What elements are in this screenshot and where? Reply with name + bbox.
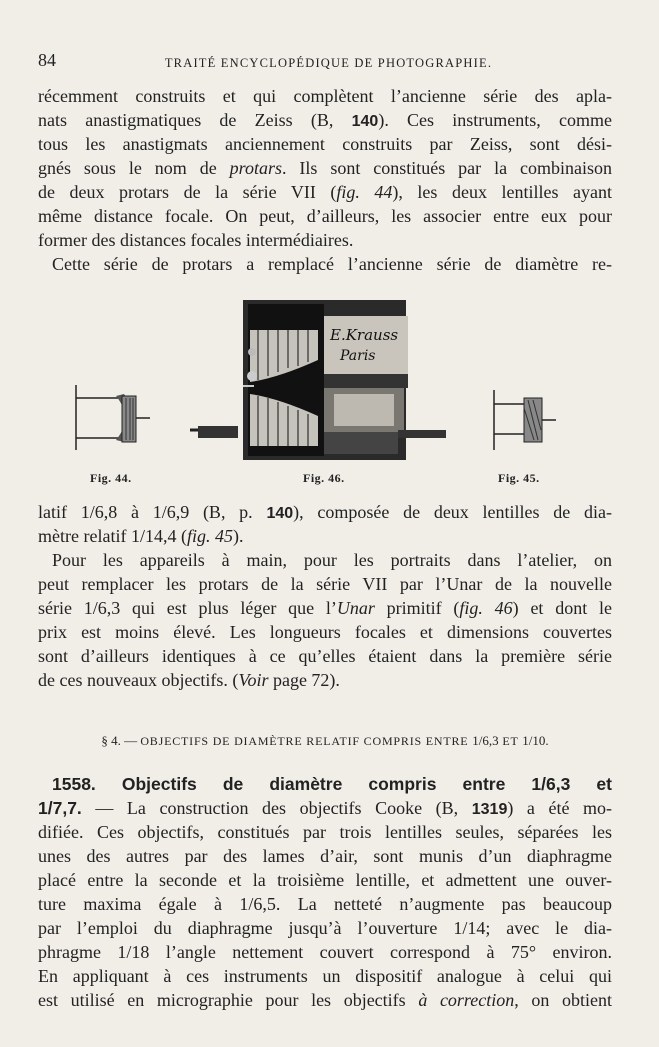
section-heading: § 4. — OBJECTIFS DE DIAMÈTRE RELATIF COMPRIS ENTRE 1/6,3 ET 1/10.: [101, 733, 549, 748]
text-line: sont d’ailleurs identiques à ce qu’elles étaient dans la première série: [38, 646, 612, 666]
engraving-maker: E.Krauss: [330, 326, 399, 344]
page-header: [38, 50, 619, 76]
text-line: 1/7,7. — La construction des objectifs Cooke (B, 1319) a été mo-: [38, 798, 612, 818]
paragraph-3: [38, 500, 612, 548]
text-line: unes des autres par des lames d’air, sont munis d’un diaphragme: [38, 846, 612, 866]
text-line: de deux protars de la série VII (fig. 44), les deux lentilles ayant: [38, 182, 612, 202]
text-line: peut remplacer les protars de la série VII par l’Unar de la nouvelle: [38, 574, 612, 594]
paragraph-4: [38, 548, 612, 692]
caption-fig-46: Fig. 46.: [303, 471, 345, 485]
text-line: En appliquant à ces instruments un dispositif analogue à celui qui: [38, 966, 612, 986]
text-line: prix est moins élevé. Les longueurs focales et dimensions couvertes: [38, 622, 612, 642]
paragraph-5: [38, 772, 612, 1012]
text-line: par l’emploi du diaphragme jusqu’à l’ouverture 1/14; avec le dia-: [38, 918, 612, 938]
text-line: série 1/6,3 qui est plus léger que l’Unar primitif (fig. 46) et dont le: [38, 598, 612, 618]
engraving-city: Paris: [340, 348, 376, 364]
article-heading: 1558. Objectifs de diamètre compris entre 1/6,3 et: [52, 774, 612, 794]
text-line: est utilisé en micrographie pour les objectifs à correction, on obtient: [38, 990, 612, 1010]
caption-fig-44: Fig. 44.: [90, 471, 132, 485]
text-line: ture maxima égale à 1/6,5. La netteté n’augmente pas beaucoup: [38, 894, 612, 914]
text-line: difiée. Ces objectifs, constitués par trois lentilles seules, séparées les: [38, 822, 612, 842]
text-line: récemment construits et qui complètent l’ancienne série des apla-: [38, 86, 612, 106]
text-line: Cette série de protars a remplacé l’ancienne série de diamètre re-: [52, 254, 612, 274]
fig-45-lens-icon: [494, 390, 556, 450]
fig-44-lens-icon: [76, 385, 150, 450]
caption-fig-45: Fig. 45.: [498, 471, 540, 485]
lens-figures: [38, 290, 612, 490]
text-line: placé entre la seconde et la troisième lentille, et admettent une ouver-: [38, 870, 612, 890]
fig-46-lens-icon: [190, 300, 446, 460]
text-line: gnés sous le nom de protars. Ils sont constitués par la combinaison: [38, 158, 612, 178]
lens-engraving: [38, 290, 612, 490]
text-line: latif 1/6,8 à 1/6,9 (B, p. 140), composée de deux lentilles de dia-: [38, 502, 612, 522]
text-line: même distance focale. On peut, d’ailleurs, les associer entre eux pour: [38, 206, 612, 226]
text-line: tous les anastigmats anciennement construits par Zeiss, sont dési-: [38, 134, 612, 154]
text-line: Pour les appareils à main, pour les portraits dans l’atelier, on: [52, 550, 612, 570]
text-line: de ces nouveaux objectifs. (Voir page 72).: [38, 670, 340, 690]
text-line: nats anastigmatiques de Zeiss (B, 140). Ces instruments, comme: [38, 110, 612, 130]
text-line: phragme 1/18 l’angle nettement couvert correspond à 75° environ.: [38, 942, 612, 962]
text-line: former des distances focales intermédiaires.: [38, 230, 354, 250]
running-title: TRAITÉ ENCYCLOPÉDIQUE DE PHOTOGRAPHIE.: [164, 56, 493, 70]
page-number: 84: [38, 50, 56, 70]
paragraph-1: [38, 84, 612, 276]
text-line: mètre relatif 1/14,4 (fig. 45).: [38, 526, 244, 546]
